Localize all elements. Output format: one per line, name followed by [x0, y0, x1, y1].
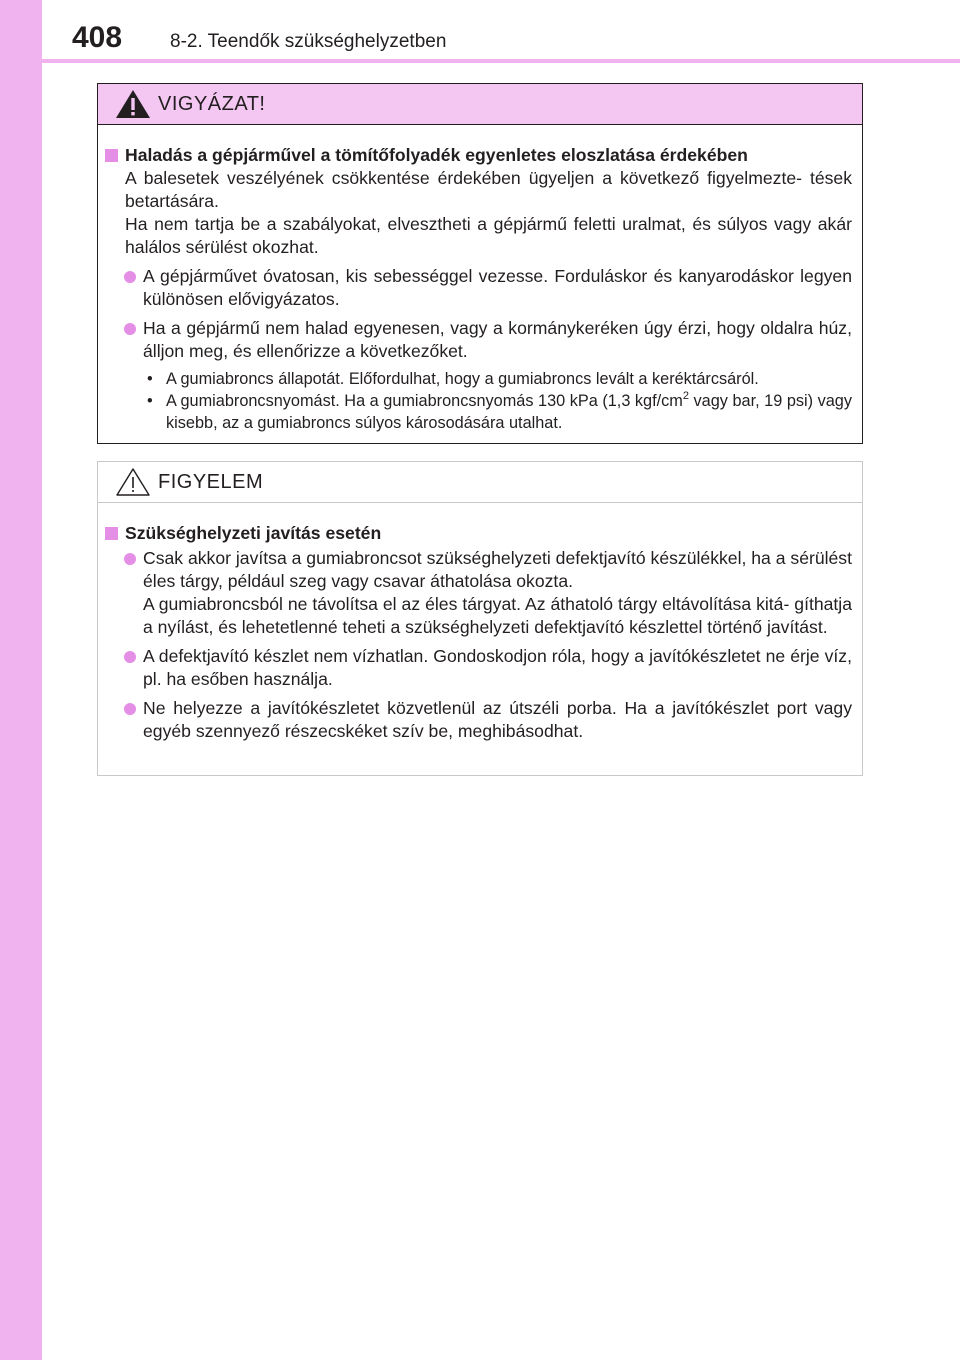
side-margin-bar — [0, 0, 42, 1360]
notice-bullet — [105, 547, 852, 639]
notice-box — [97, 461, 863, 776]
notice-bullet-text-cont: A gumiabroncsból ne távolítsa el az éles tárgyat. Az áthatoló tárgy eltávolítása kitá- gíthatja a nyílást, és lehetetlenné teheti a szükséghelyzeti defektjavító készlettel történő javítást. — [143, 594, 852, 637]
round-bullet-icon — [124, 271, 136, 283]
check-list-item-text: A gumiabroncs állapotát. Előfordulhat, hogy a gumiabroncs levált a keréktárcsáról. — [166, 370, 759, 388]
warning-triangle-filled-icon — [114, 88, 152, 120]
warning-box — [97, 83, 863, 444]
check-list-item-text: A gumiabroncsnyomást. Ha a gumiabroncsnyomás 130 kPa (1,3 kgf/cm — [166, 392, 683, 410]
round-bullet-icon — [124, 703, 136, 715]
notice-box-title: FIGYELEM — [158, 471, 264, 493]
check-list-item — [143, 390, 852, 434]
square-bullet-icon — [105, 149, 118, 162]
round-bullet-icon — [124, 553, 136, 565]
notice-heading — [105, 522, 852, 545]
check-list — [105, 368, 852, 434]
notice-bullet-text: Ne helyezze a javítókészletet közvetlenül az útszéli porba. Ha a javítókészlet port vagy egyéb szennyező részecskéket szív be, meghibásodhat. — [143, 698, 852, 741]
check-list-item-text-cont: vagy bar, 19 psi) vagy kisebb, az a gumiabroncs súlyos károsodására utalhat. — [166, 392, 852, 432]
notice-box-header — [98, 462, 862, 503]
warning-heading-text: Haladás a gépjárművel a tömítőfolyadék egyenletes eloszlatása érdekében — [125, 145, 748, 165]
section-title: 8-2. Teendők szükséghelyzetben — [170, 31, 447, 52]
warning-bullet-text: A gépjárművet óvatosan, kis sebességgel vezesse. Forduláskor és kanyarodáskor legyen különösen elővigyázatos. — [143, 266, 852, 309]
warning-bullet-text: Ha a gépjármű nem halad egyenesen, vagy a kormánykeréken úgy érzi, hogy oldalra húz, álljon meg, és ellenőrizze a következőket. — [143, 318, 852, 361]
warning-intro-1: A balesetek veszélyének csökkentése érdekében ügyeljen a következő figyelmezte- tések betartására. — [125, 168, 852, 211]
warning-bullet — [105, 317, 852, 363]
small-bullet-icon: • — [147, 370, 153, 388]
warning-box-body — [98, 125, 862, 434]
warning-box-title: VIGYÁZAT! — [158, 93, 266, 115]
page-number: 408 — [72, 21, 123, 54]
notice-heading-text: Szükséghelyzeti javítás esetén — [125, 523, 382, 543]
superscript: 2 — [682, 390, 689, 402]
round-bullet-icon — [124, 323, 136, 335]
notice-bullet-text: Csak akkor javítsa a gumiabroncsot szükséghelyzeti defektjavító készülékkel, ha a sérülést éles tárgy, például szeg vagy csavar áthatolása okozta. — [143, 548, 852, 591]
notice-bullet — [105, 645, 852, 691]
notice-box-body — [98, 503, 862, 743]
warning-intro-2: Ha nem tartja be a szabályokat, elvesztheti a gépjármű feletti uralmat, és súlyos vagy akár halálos sérülést okozhat. — [125, 214, 852, 257]
check-list-item — [143, 368, 852, 390]
notice-bullet-text: A defektjavító készlet nem vízhatlan. Gondoskodjon róla, hogy a javítókészletet ne érje víz, pl. ha esőben használja. — [143, 646, 852, 689]
notice-bullet — [105, 697, 852, 743]
round-bullet-icon — [124, 651, 136, 663]
square-bullet-icon — [105, 527, 118, 540]
warning-triangle-outline-icon — [114, 466, 152, 498]
header-rule — [42, 59, 960, 63]
small-bullet-icon: • — [147, 392, 153, 410]
warning-box-header — [98, 84, 862, 125]
warning-bullet — [105, 265, 852, 311]
warning-heading — [105, 144, 852, 167]
